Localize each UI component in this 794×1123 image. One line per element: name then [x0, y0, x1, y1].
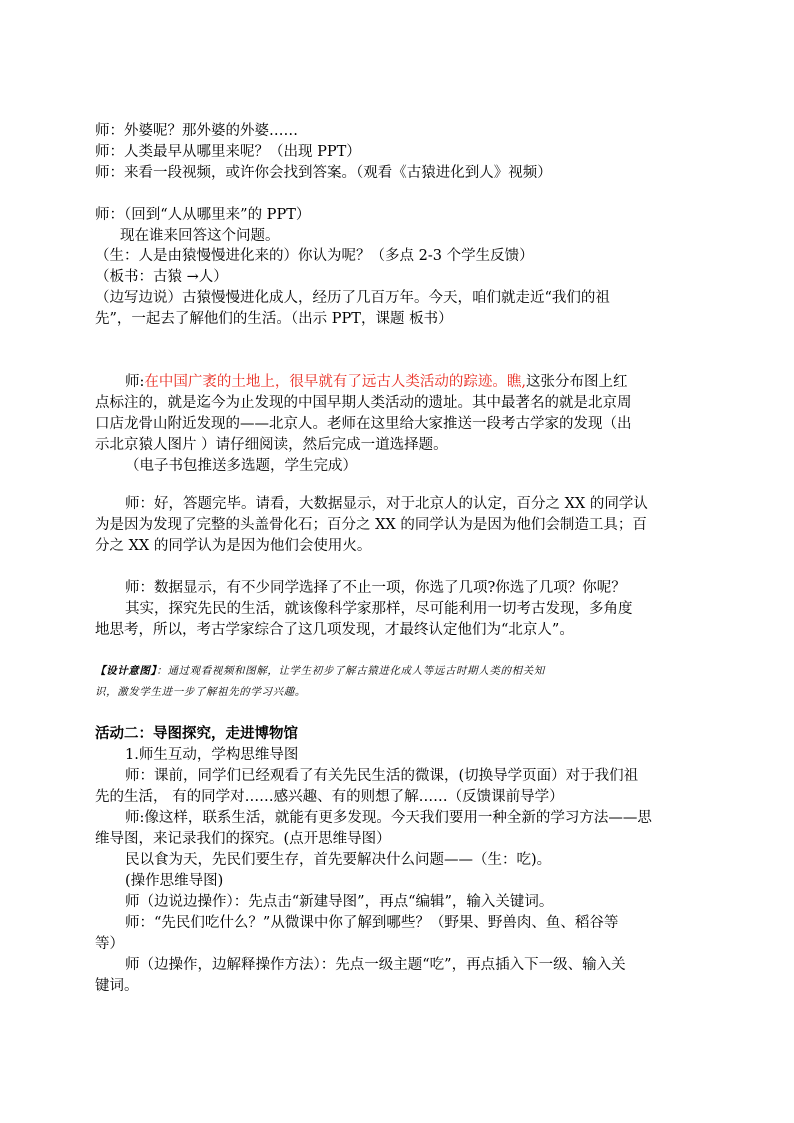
text-line: 师（边操作，边解释操作方法）：先点一级主题“吃”，再点插入下一级、输入关 — [125, 957, 626, 973]
text-segment: 这张分布图上红 — [526, 374, 628, 390]
text-line: （边写边说）古猿慢慢进化成人，经历了几百万年。今天，咱们就走近“我们的祖 — [95, 290, 610, 306]
text-line: 师：数据显示，有不少同学选择了不止一项，你选了几项?你选了几项？你呢？ — [125, 580, 626, 596]
design-intent-label: 【设计意图】 — [95, 665, 157, 677]
text-line: 师：好，答题完毕。请看，大数据显示，对于北京人的认定，百分之 XX 的同学认 — [125, 496, 648, 512]
text-line: 师：（回到“人从哪里来”的 PPT） — [95, 207, 311, 223]
text-line: 师:像这样，联系生活，就能有更多发现。今天我们要用一种全新的学习方法——思 — [125, 810, 652, 826]
text-line: 师：课前，同学们已经观看了有关先民生活的微课，(切换导学页面）对于我们祖 — [125, 768, 639, 784]
text-line: 点标注的，就是迄今为止发现的中国早期人类活动的遗址。其中最著名的就是北京周 — [95, 395, 632, 411]
design-intent-line — [95, 661, 545, 681]
text-line: （板书：古猿 →人） — [95, 269, 228, 285]
text-line: 先”，一起去了解他们的生活。（出示 PPT，课题 板书） — [95, 311, 453, 327]
text-line: 地思考，所以，考古学家综合了这几项发现，才最终认定他们为“北京人”。 — [95, 622, 574, 638]
speaker-label: 师: — [125, 374, 145, 390]
text-line: 师：人类最早从哪里来呢？（出现 PPT） — [95, 144, 361, 160]
text-line: 现在谁来回答这个问题。 — [120, 228, 280, 244]
text-line: 分之 XX 的同学认为是因为他们会使用火。 — [95, 538, 372, 554]
text-line: 口店龙骨山附近发现的——北京人。老师在这里给大家推送一段考古学家的发现（出 — [95, 416, 632, 432]
text-line: 师（边说边操作）：先点击“新建导图”，再点“编辑”，输入关键词。 — [125, 894, 554, 910]
text-line: 等） — [95, 936, 124, 952]
text-line: 维导图，来记录我们的探究。(点开思维导图） — [95, 831, 391, 847]
text-line: 键词。 — [95, 978, 139, 994]
text-line: （电子书包推送多选题，学生完成） — [125, 458, 357, 474]
text-line: 示北京猿人图片 ）请仔细阅读，然后完成一道选择题。 — [95, 437, 448, 453]
design-intent-line: 识，激发学生进一步了解祖先的学习兴趣。 — [95, 686, 306, 698]
paragraph-first-line — [125, 372, 628, 392]
text-line: 师：“先民们吃什么？”从微课中你了解到哪些？（野果、野兽肉、鱼、稻谷等 — [125, 915, 619, 931]
text-line: （生：人是由猿慢慢进化来的）你认为呢？（多点 2-3 个学生反馈） — [95, 248, 534, 264]
text-line: 其实，探究先民的生活，就该像科学家那样，尽可能利用一切考古发现，多角度 — [125, 601, 633, 617]
text-line: 民以食为天，先民们要生存，首先要解决什么问题——（生：吃)。 — [125, 852, 552, 868]
section-heading: 活动二：导图探究，走进博物馆 — [95, 725, 298, 742]
text-line: 为是因为发现了完整的头盖骨化石；百分之 XX 的同学认为是因为他们会制造工具；百 — [95, 517, 647, 533]
text-line: 师：外婆呢？那外婆的外婆…… — [95, 123, 298, 139]
highlighted-text: 在中国广袤的土地上，很早就有了远古人类活动的踪迹。瞧, — [144, 374, 526, 390]
text-line: 先的生活， 有的同学对……感兴趣、有的则想了解……（反馈课前导学） — [95, 789, 564, 805]
sub-heading: 1.师生互动，学构思维导图 — [125, 747, 299, 763]
design-intent-text: ：通过观看视频和图解，让学生初步了解古猿进化成人等远古时期人类的相关知 — [156, 665, 545, 677]
text-line: (操作思维导图) — [125, 873, 224, 889]
text-line: 师：来看一段视频，或许你会找到答案。（观看《古猿进化到人》视频） — [95, 165, 552, 181]
